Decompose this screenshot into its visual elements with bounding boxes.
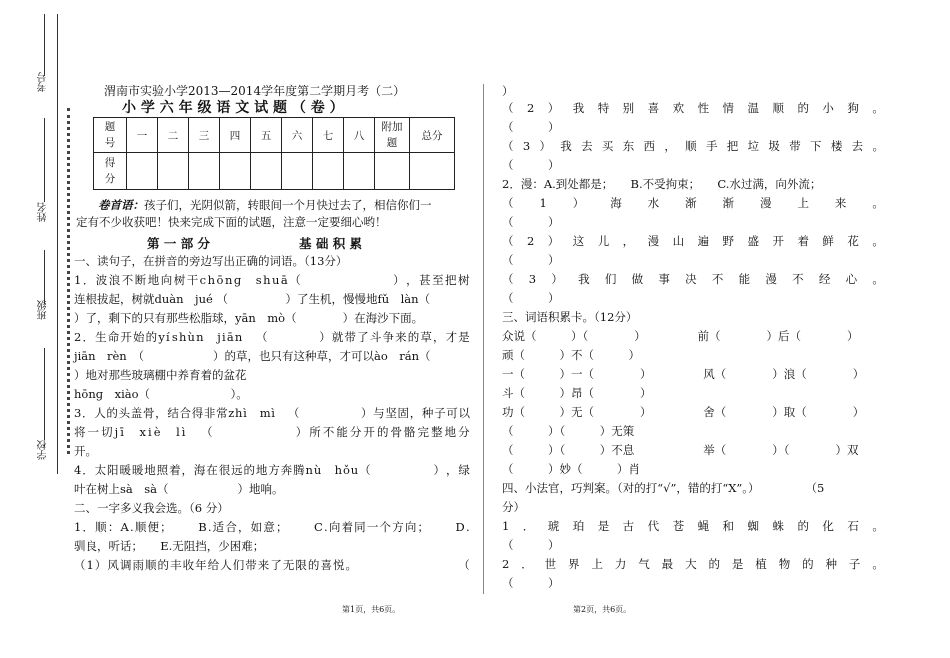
score-cell-5: 五	[251, 118, 282, 153]
right-line: （ ）（ ）不息 举（ ）（ ）双	[502, 443, 859, 457]
left-line: （ 1 ） 风 调 雨 顺 的 丰 收 年 给 人 们 带 来 了 无 限 的 喜 悦 。 （	[74, 558, 470, 572]
left-line: hōnɡ xiào（ ）。	[74, 387, 248, 401]
right-line: （ 2 ） 这 儿 ， 漫 山 遍 野 盛 开 着 鲜 花 。	[502, 234, 884, 248]
side-answer-line-4	[44, 348, 45, 440]
left-line: ）地对那些玻璃棚中养育着的盆花	[74, 368, 247, 382]
right-line: （ 3 ） 我 去 买 东 西 ， 顺 手 把 垃 圾 带 下 楼 去 。	[502, 139, 884, 153]
score-input-1[interactable]	[127, 153, 158, 190]
exam-title: 小 学 六 年 级 语 文 试 题 （ 卷 ）	[122, 100, 344, 116]
intro-text-1: 孩子们，光阴似箭，转眼间一个月快过去了，相信你们一	[144, 198, 432, 212]
left-line: 叶在树上sà sà（ ）地响。	[74, 482, 284, 496]
score-cell-2: 二	[158, 118, 189, 153]
left-line: 二、一字多义我会选。（6 分）	[74, 501, 229, 515]
left-line: 1 ． 顺 ： A . 顺 便 ； B . 适 合 ， 如 意 ； C . 向 着 同 一 个 方 向 ； D .	[74, 520, 470, 534]
right-line: （ ）	[502, 538, 560, 552]
side-label-xuexiao: 学校	[38, 440, 49, 460]
school-header: 渭南市实验小学2013—2014学年度第二学期月考（二）	[104, 84, 406, 98]
left-line: ）了，剩下的只有那些松脂球，yān mò（ ）在海沙下面。	[74, 311, 424, 325]
part-title: 第 一 部 分	[147, 236, 211, 251]
right-line: 1 ． 琥 珀 是 古 代 苍 蝇 和 蜘 蛛 的 化 石 。	[502, 519, 884, 533]
side-answer-line-1	[44, 14, 45, 76]
right-line: 斗（ ）昂（ ）	[502, 386, 652, 400]
score-input-fujia[interactable]	[375, 153, 410, 190]
left-line: 一、读句子，在拼音的旁边写出正确的词语。（13分）	[74, 254, 348, 268]
footer-page-right: 第2页，共6页。	[573, 605, 632, 614]
score-cell-8: 八	[344, 118, 375, 153]
left-line: 将 一 切 j ī x i è l ì （ ） 所 不 能 分 开 的 骨 骼 完 整 地 分	[74, 425, 470, 439]
part-subtitle: 基 础 积 累	[299, 236, 363, 251]
score-cell-6: 六	[282, 118, 313, 153]
right-line: 分）	[502, 500, 525, 514]
right-line: ）	[502, 84, 514, 98]
score-table-score-row	[94, 153, 455, 190]
score-input-8[interactable]	[344, 153, 375, 190]
right-line: 功（ ）无（ ） 舍（ ）取（ ）	[502, 405, 865, 419]
intro-line-2: 定有不少收获吧！快来完成下面的试题，注意一定要细心哟！	[76, 215, 387, 229]
right-line: （ ）妙（ ）肖	[502, 462, 640, 476]
side-label-xingming: 姓名	[38, 202, 49, 222]
score-input-total[interactable]	[410, 153, 455, 190]
right-line: 2 ． 世 界 上 力 气 最 大 的 是 植 物 的 种 子 。	[502, 557, 884, 571]
score-cell-3: 三	[189, 118, 220, 153]
right-line: （ ）	[502, 576, 560, 590]
page-divider	[483, 84, 484, 594]
right-line: 四、小法官，巧判案。（对的打“√”，错的打“X”。） （5	[502, 481, 825, 495]
score-table-header-row	[94, 118, 455, 153]
right-line: 顽（ ）不（ ）	[502, 348, 640, 362]
score-cell-tihao	[94, 118, 127, 153]
right-line: （ ）	[502, 291, 560, 305]
score-cell-defen	[94, 153, 127, 190]
side-answer-line-3	[44, 250, 45, 304]
score-cell-fujia	[375, 118, 410, 153]
left-line: jiān rèn （ ）的草，也只有这种草，才可以ào rán（	[74, 349, 431, 363]
score-cell-total: 总分	[410, 118, 455, 153]
right-line: （ ）（ ）无策	[502, 424, 635, 438]
score-input-6[interactable]	[282, 153, 313, 190]
right-line: （ ）	[502, 215, 560, 229]
side-label-banji: 班级	[38, 300, 49, 320]
right-line: （ 1 ） 海 水 渐 渐 漫 上 来 。	[502, 196, 884, 210]
score-input-2[interactable]	[158, 153, 189, 190]
left-line: 4 ． 太 阳 暖 暖 地 照 着 ， 海 在 很 远 的 地 方 奔 腾 n ù h ǒ u （ ） ， 绿	[74, 463, 470, 477]
score-input-4[interactable]	[220, 153, 251, 190]
score-input-3[interactable]	[189, 153, 220, 190]
intro-lead: 卷首语：	[98, 198, 144, 212]
binding-line	[57, 14, 58, 474]
score-input-5[interactable]	[251, 153, 282, 190]
score-cell-label: 附加 题	[381, 121, 403, 149]
right-line: 众说（ ）（ ） 前（ ）后（ ）	[502, 329, 859, 343]
score-input-7[interactable]	[313, 153, 344, 190]
right-line: 三、词语积累卡。（12分）	[502, 310, 638, 324]
score-cell-7: 七	[313, 118, 344, 153]
right-line: 2．漫：A.到处都是； B.不受拘束； C.水过满，向外流；	[502, 177, 822, 191]
right-line: （ ）	[502, 253, 560, 267]
right-line: （ 3 ） 我 们 做 事 决 不 能 漫 不 经 心 。	[502, 272, 884, 286]
binding-dotted-line	[67, 108, 70, 454]
score-table	[93, 117, 455, 190]
footer-page-left: 第1页，共6页。	[342, 605, 401, 614]
score-cell-label: 题 号	[104, 121, 116, 149]
left-line: 驯良，听话； E.无阻挡，少困难；	[74, 539, 265, 553]
right-line: 一（ ）一（ ） 风（ ）浪（ ）	[502, 367, 865, 381]
left-line: 3 ． 人 的 头 盖 骨 ， 结 合 得 非 常 z h ì m ì （ ） 与 坚 固 ， 种 子 可 以	[74, 406, 470, 420]
score-cell-label: 得 分	[104, 157, 116, 185]
left-line: 开。	[74, 444, 97, 458]
left-line: 1 ． 波 浪 不 断 地 向 树 干 c h ō n ɡ s h u ā （ ） ， 甚 至 把 树	[74, 273, 470, 287]
left-line: 连根拔起，树就duàn jué （ ）了生机，慢慢地fǔ làn（	[74, 292, 431, 306]
left-line: 2 ． 生 命 开 始 的 y í s h ù n j i ā n （ ） 就 带 了 斗 争 来 的 草 ， 才 是	[74, 330, 470, 344]
side-answer-line-2	[44, 118, 45, 202]
score-cell-1: 一	[127, 118, 158, 153]
score-cell-4: 四	[220, 118, 251, 153]
right-line: （ ）	[502, 158, 560, 172]
side-label-kaohao: 考号	[38, 72, 49, 92]
right-line: （ ）	[502, 120, 560, 134]
right-line: （ 2 ） 我 特 别 喜 欢 性 情 温 顺 的 小 狗 。	[502, 101, 884, 115]
intro-line-1	[98, 198, 432, 212]
